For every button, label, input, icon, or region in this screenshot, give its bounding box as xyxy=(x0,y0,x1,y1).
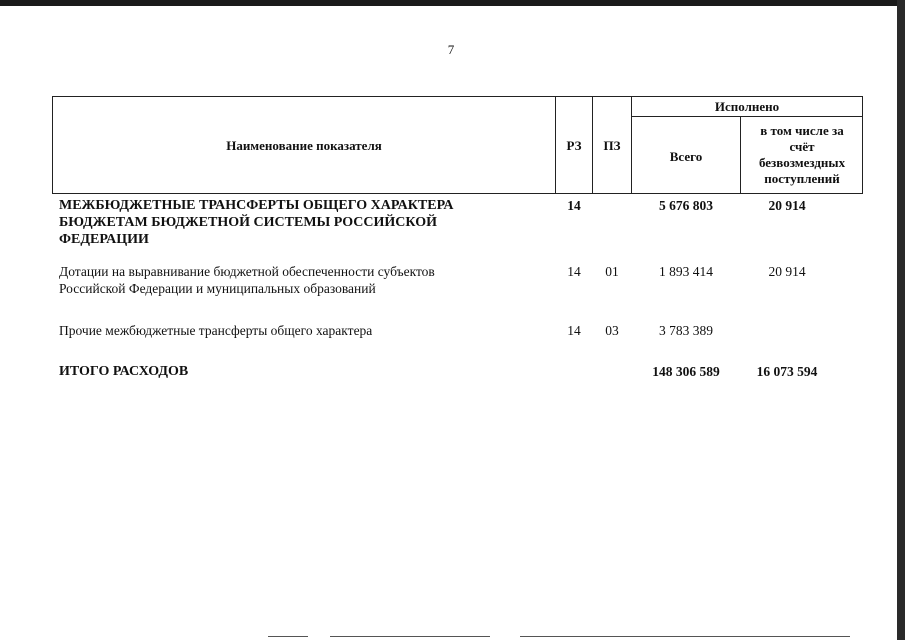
row-1-total: 5 676 803 xyxy=(659,198,713,213)
header-free-label: в том числе за счёт безвозмездных поступлений xyxy=(758,123,846,186)
row-3-pz: 03 xyxy=(605,323,619,338)
scan-edge-right xyxy=(897,0,905,640)
header-total-label: Всего xyxy=(669,149,703,164)
row-2-free: 20 914 xyxy=(768,264,806,279)
row-3-total: 3 783 389 xyxy=(659,323,713,338)
header-pz-label: ПЗ xyxy=(603,138,621,153)
row-1-rz: 14 xyxy=(567,198,581,213)
row-2-pz: 01 xyxy=(605,264,619,279)
row-1-free: 20 914 xyxy=(768,198,806,213)
scan-edge-top xyxy=(0,0,905,6)
row-2-name: Дотации на выравнивание бюджетной обеспеченности субъектов Российской Федерации и муниципальных образований xyxy=(59,264,435,296)
header-name-label: Наименование показателя xyxy=(226,138,382,153)
row-2-rz: 14 xyxy=(567,264,581,279)
header-executed-label: Исполнено xyxy=(714,99,780,114)
scan-mark xyxy=(330,636,490,637)
page-number: 7 xyxy=(447,42,455,57)
header-rz-label: РЗ xyxy=(566,138,582,153)
row-3-name: Прочие межбюджетные трансферты общего характера xyxy=(59,323,373,338)
row-1-name: МЕЖБЮДЖЕТНЫЕ ТРАНСФЕРТЫ ОБЩЕГО ХАРАКТЕРА БЮДЖЕТАМ БЮДЖЕТНОЙ СИСТЕМЫ РОССИЙСКОЙ ФЕДЕРАЦИИ xyxy=(59,198,454,247)
row-3-rz: 14 xyxy=(567,323,581,338)
row-2-total: 1 893 414 xyxy=(659,264,713,279)
row-total-name: ИТОГО РАСХОДОВ xyxy=(59,364,189,379)
row-total-free: 16 073 594 xyxy=(756,364,818,379)
scan-mark xyxy=(520,636,850,637)
row-total-total: 148 306 589 xyxy=(652,364,720,379)
scan-mark xyxy=(268,636,308,637)
